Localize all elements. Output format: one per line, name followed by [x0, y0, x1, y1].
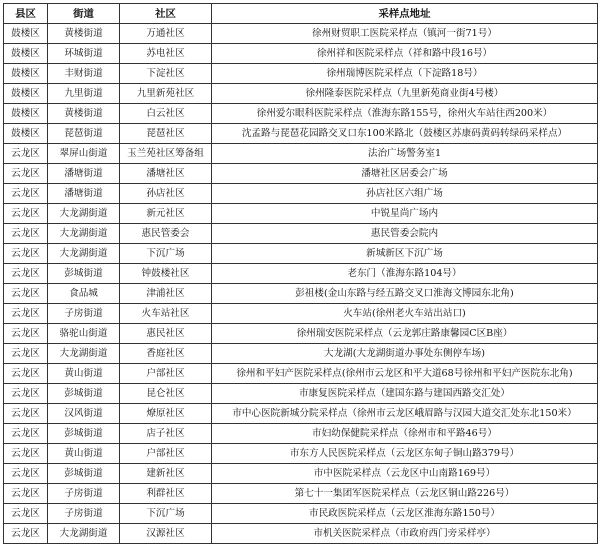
table-row — [4, 224, 598, 244]
table-row — [4, 144, 598, 164]
address-cell: 第七十一集团军医院采样点（云龙区铜山路226号） — [212, 484, 598, 504]
county-cell: 云龙区 — [4, 204, 48, 224]
street-cell: 琵琶街道 — [48, 124, 120, 144]
community-cell: 钟鼓楼社区 — [120, 264, 212, 284]
street-cell: 大龙湖街道 — [48, 204, 120, 224]
address-cell: 徐州隆泰医院采样点（九里新苑商业街4号楼） — [212, 84, 598, 104]
address-cell: 中锐星尚广场内 — [212, 204, 598, 224]
street-cell: 骆驼山街道 — [48, 324, 120, 344]
community-cell: 建新社区 — [120, 464, 212, 484]
table-row — [4, 484, 598, 504]
table-row — [4, 304, 598, 324]
address-cell: 潘塘社区居委会广场 — [212, 164, 598, 184]
community-cell: 利群社区 — [120, 484, 212, 504]
street-cell: 黄山街道 — [48, 444, 120, 464]
community-cell: 惠民管委会 — [120, 224, 212, 244]
address-cell: 市中医院采样点（云龙区中山南路169号） — [212, 464, 598, 484]
county-cell: 鼓楼区 — [4, 64, 48, 84]
address-cell: 沈孟路与琵琶花园路交叉口东100米路北（鼓楼区苏康码黄码转绿码采样点） — [212, 124, 598, 144]
address-cell: 徐州财贸职工医院采样点（镇河一街71号） — [212, 24, 598, 44]
street-cell: 黄楼街道 — [48, 24, 120, 44]
street-cell: 翠屏山街道 — [48, 144, 120, 164]
street-cell: 大龙湖街道 — [48, 224, 120, 244]
header-community: 社区 — [120, 4, 212, 24]
address-cell: 新城新区下沉广场 — [212, 244, 598, 264]
community-cell: 下沉广场 — [120, 244, 212, 264]
street-cell: 汉风街道 — [48, 404, 120, 424]
table-row — [4, 204, 598, 224]
table-row — [4, 184, 598, 204]
county-cell: 云龙区 — [4, 144, 48, 164]
address-cell: 市妇幼保健院采样点（徐州市和平路46号） — [212, 424, 598, 444]
address-cell: 市民政医院采样点（云龙区淮海东路150号） — [212, 504, 598, 524]
community-cell: 香庭社区 — [120, 344, 212, 364]
county-cell: 云龙区 — [4, 344, 48, 364]
county-cell: 云龙区 — [4, 284, 48, 304]
street-cell: 潘塘街道 — [48, 184, 120, 204]
table-row — [4, 524, 598, 544]
county-cell: 鼓楼区 — [4, 104, 48, 124]
street-cell: 黄楼街道 — [48, 104, 120, 124]
address-cell: 法治广场警务室1 — [212, 144, 598, 164]
street-cell: 彭城街道 — [48, 384, 120, 404]
county-cell: 云龙区 — [4, 264, 48, 284]
community-cell: 下淀社区 — [120, 64, 212, 84]
street-cell: 大龙湖街道 — [48, 244, 120, 264]
community-cell: 昆仑社区 — [120, 384, 212, 404]
sampling-sites-table-wrapper — [3, 3, 597, 544]
county-cell: 云龙区 — [4, 384, 48, 404]
community-cell: 户部社区 — [120, 364, 212, 384]
community-cell: 万通社区 — [120, 24, 212, 44]
community-cell: 潘塘社区 — [120, 164, 212, 184]
county-cell: 云龙区 — [4, 484, 48, 504]
street-cell: 九里街道 — [48, 84, 120, 104]
county-cell: 云龙区 — [4, 404, 48, 424]
community-cell: 店子社区 — [120, 424, 212, 444]
community-cell: 孙店社区 — [120, 184, 212, 204]
county-cell: 云龙区 — [4, 184, 48, 204]
header-address: 采样点地址 — [212, 4, 598, 24]
table-row — [4, 244, 598, 264]
street-cell: 子房街道 — [48, 484, 120, 504]
table-row — [4, 404, 598, 424]
table-row — [4, 124, 598, 144]
community-cell: 新元社区 — [120, 204, 212, 224]
community-cell: 九里新苑社区 — [120, 84, 212, 104]
table-row — [4, 324, 598, 344]
table-body — [4, 24, 598, 544]
address-cell: 徐州瑞安医院采样点（云龙郭庄路康馨园C区B座） — [212, 324, 598, 344]
table-row — [4, 364, 598, 384]
community-cell: 苏电社区 — [120, 44, 212, 64]
address-cell: 市康复医院采样点（建国东路与建国西路交汇处） — [212, 384, 598, 404]
community-cell: 琵琶社区 — [120, 124, 212, 144]
table-header-row — [4, 4, 598, 24]
community-cell: 惠民社区 — [120, 324, 212, 344]
header-county: 县区 — [4, 4, 48, 24]
community-cell: 汉源社区 — [120, 524, 212, 544]
address-cell: 徐州祥和医院采样点（祥和路中段16号） — [212, 44, 598, 64]
address-cell: 徐州瑞博医院采样点（下淀路18号） — [212, 64, 598, 84]
address-cell: 市机关医院采样点（市政府西门旁采样亭） — [212, 524, 598, 544]
street-cell: 丰财街道 — [48, 64, 120, 84]
table-row — [4, 424, 598, 444]
sampling-sites-table — [3, 3, 598, 544]
table-row — [4, 384, 598, 404]
table-row — [4, 24, 598, 44]
community-cell: 下沉广场 — [120, 504, 212, 524]
street-cell: 潘塘街道 — [48, 164, 120, 184]
county-cell: 云龙区 — [4, 464, 48, 484]
address-cell: 火车站(徐州老火车站出站口) — [212, 304, 598, 324]
community-cell: 火车站社区 — [120, 304, 212, 324]
address-cell: 惠民管委会院内 — [212, 224, 598, 244]
county-cell: 云龙区 — [4, 324, 48, 344]
county-cell: 云龙区 — [4, 244, 48, 264]
county-cell: 鼓楼区 — [4, 124, 48, 144]
street-cell: 食品城 — [48, 284, 120, 304]
county-cell: 鼓楼区 — [4, 84, 48, 104]
table-row — [4, 264, 598, 284]
address-cell: 彭祖楼(金山东路与经五路交叉口淮海文博园东北角) — [212, 284, 598, 304]
address-cell: 孙店社区六组广场 — [212, 184, 598, 204]
street-cell: 彭城街道 — [48, 424, 120, 444]
county-cell: 云龙区 — [4, 424, 48, 444]
county-cell: 鼓楼区 — [4, 44, 48, 64]
street-cell: 大龙湖街道 — [48, 344, 120, 364]
address-cell: 徐州爱尔眼科医院采样点（淮海东路155号，徐州火车站往西200米） — [212, 104, 598, 124]
county-cell: 鼓楼区 — [4, 24, 48, 44]
community-cell: 玉兰苑社区筹备组 — [120, 144, 212, 164]
community-cell: 燎原社区 — [120, 404, 212, 424]
community-cell: 白云社区 — [120, 104, 212, 124]
county-cell: 云龙区 — [4, 304, 48, 324]
table-row — [4, 64, 598, 84]
street-cell: 彭城街道 — [48, 264, 120, 284]
table-row — [4, 444, 598, 464]
table-row — [4, 84, 598, 104]
street-cell: 子房街道 — [48, 304, 120, 324]
address-cell: 徐州和平妇产医院采样点(徐州市云龙区和平大道68号徐州和平妇产医院东北角) — [212, 364, 598, 384]
table-row — [4, 504, 598, 524]
county-cell: 云龙区 — [4, 504, 48, 524]
address-cell: 市东方人民医院采样点（云龙区东甸子铜山路379号） — [212, 444, 598, 464]
table-row — [4, 44, 598, 64]
street-cell: 环城街道 — [48, 44, 120, 64]
table-row — [4, 284, 598, 304]
table-row — [4, 344, 598, 364]
county-cell: 云龙区 — [4, 364, 48, 384]
street-cell: 彭城街道 — [48, 464, 120, 484]
county-cell: 云龙区 — [4, 444, 48, 464]
table-row — [4, 464, 598, 484]
address-cell: 老东门（淮海东路104号） — [212, 264, 598, 284]
street-cell: 黄山街道 — [48, 364, 120, 384]
community-cell: 津浦社区 — [120, 284, 212, 304]
table-row — [4, 164, 598, 184]
community-cell: 户部社区 — [120, 444, 212, 464]
table-row — [4, 104, 598, 124]
street-cell: 子房街道 — [48, 504, 120, 524]
header-street: 街道 — [48, 4, 120, 24]
county-cell: 云龙区 — [4, 164, 48, 184]
address-cell: 大龙湖(大龙湖街道办事处东侧停车场) — [212, 344, 598, 364]
street-cell: 大龙湖街道 — [48, 524, 120, 544]
county-cell: 云龙区 — [4, 524, 48, 544]
address-cell: 市中心医院新城分院采样点（徐州市云龙区峨眉路与汉园大道交汇处东北150米） — [212, 404, 598, 424]
county-cell: 云龙区 — [4, 224, 48, 244]
